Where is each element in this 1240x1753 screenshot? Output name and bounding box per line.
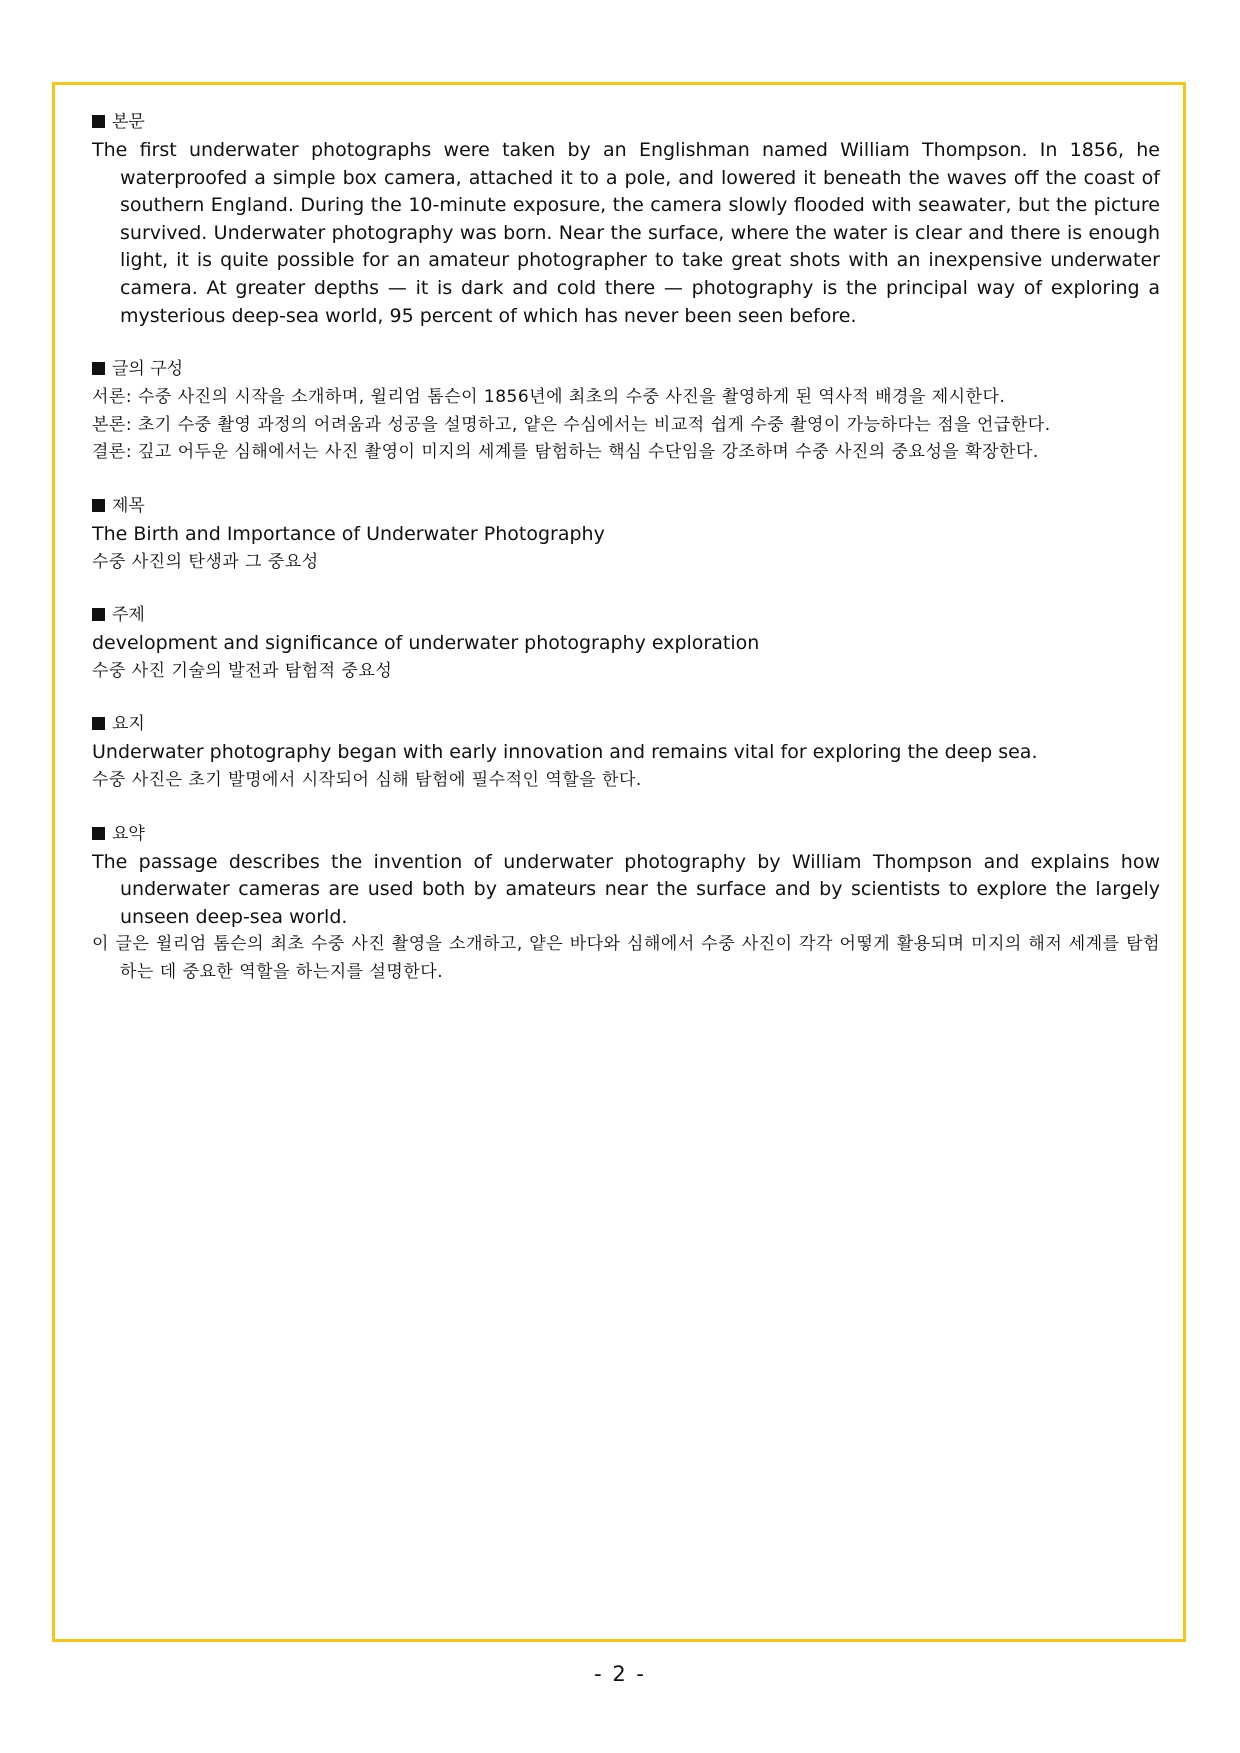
summary-korean: 이 글은 윌리엄 톰슨의 최초 수중 사진 촬영을 소개하고, 얕은 바다와 심해에서 수중 사진이 각각 어떻게 활용되며 미지의 해저 세계를 탐험하는 데 중요한 역할을 하는지를 설명한다. <box>92 934 1160 982</box>
gist-korean: 수중 사진은 초기 발명에서 시작되어 심해 탐험에 필수적인 역할을 한다. <box>92 769 642 790</box>
bullet-square-icon <box>92 717 105 730</box>
document-content <box>92 110 1160 1013</box>
page-number: - 2 - <box>594 1662 646 1686</box>
body-paragraph: The first underwater photographs were taken by an Englishman named William Thompson. In 1856, he waterproofed a simple box camera, attached it to a pole, and lowered it beneath the waves off the coast of southern England. During the 10-minute exposure, the camera slowly flooded with seawater, but the picture survived. Underwater photography was born. Near the surface, where the water is clear and there is enough light, it is quite possible for an amateur photographer to take great shots with an inexpensive underwater camera. At greater depths — it is dark and cold there — photography is the principal way of exploring a mysterious deep-sea world, 95 percent of which has never been seen before. <box>92 139 1160 327</box>
title-korean: 수중 사진의 탄생과 그 중요성 <box>92 551 319 572</box>
bullet-square-icon <box>92 499 105 512</box>
summary-english: The passage describes the invention of underwater photography by William Thompson and explains how underwater cameras are used both by amateurs near the surface and by scientists to explore the largely unseen deep-sea world. <box>92 850 1160 928</box>
theme-korean: 수중 사진 기술의 발전과 탐험적 중요성 <box>92 660 393 681</box>
section-summary <box>92 822 1160 987</box>
section-heading: 요지 <box>92 712 1160 739</box>
gist-english: Underwater photography began with early innovation and remains vital for exploring the deep sea. <box>92 741 1038 764</box>
section-heading: 요약 <box>92 822 1160 849</box>
section-theme <box>92 603 1160 685</box>
section-heading: 본문 <box>92 110 1160 137</box>
bullet-square-icon <box>92 827 105 840</box>
theme-english: development and significance of underwater photography exploration <box>92 632 760 655</box>
structure-intro: 서론: 수중 사진의 시작을 소개하며, 윌리엄 톰슨이 1856년에 최초의 수중 사진을 촬영하게 된 역사적 배경을 제시한다. <box>92 387 1006 408</box>
bullet-square-icon <box>92 115 105 128</box>
section-structure <box>92 357 1160 467</box>
title-english: The Birth and Importance of Underwater Photography <box>92 522 605 545</box>
bullet-square-icon <box>92 362 105 375</box>
bullet-square-icon <box>92 608 105 621</box>
structure-conclusion: 결론: 깊고 어두운 심해에서는 사진 촬영이 미지의 세계를 탐험하는 핵심 수단임을 강조하며 수중 사진의 중요성을 확장한다. <box>92 442 1039 463</box>
structure-main: 본론: 초기 수중 촬영 과정의 어려움과 성공을 설명하고, 얕은 수심에서는 비교적 쉽게 수중 촬영이 가능하다는 점을 언급한다. <box>92 414 1051 435</box>
section-title <box>92 494 1160 576</box>
section-body <box>92 110 1160 330</box>
section-heading: 글의 구성 <box>92 357 1160 384</box>
section-heading: 주제 <box>92 603 1160 630</box>
section-gist <box>92 712 1160 794</box>
section-heading: 제목 <box>92 494 1160 521</box>
